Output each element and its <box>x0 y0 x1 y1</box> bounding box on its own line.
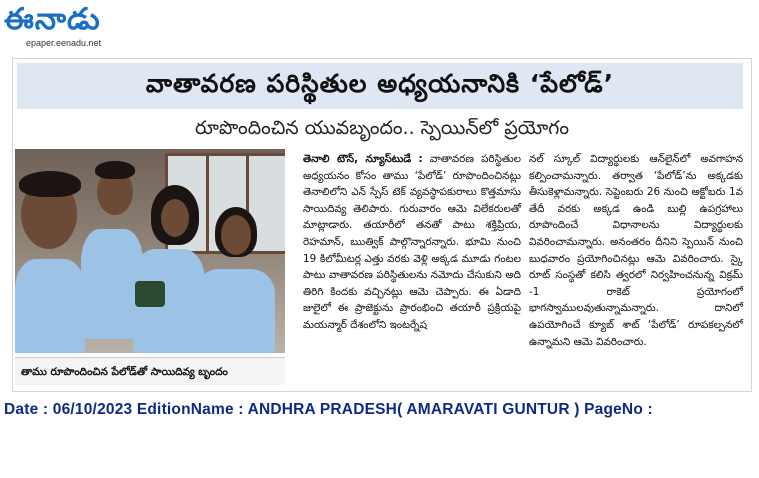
logo-url: epaper.eenadu.net <box>26 38 102 48</box>
team-photo <box>15 149 285 353</box>
logo-text: ఈనాడు <box>4 2 101 37</box>
edition-footer: Date : 06/10/2023 EditionName : ANDHRA PRADESH( AMARAVATI GUNTUR ) PageNo : <box>4 401 653 418</box>
person-hair <box>95 161 135 179</box>
headline: వాతావరణ పరిస్థితుల అధ్యయనానికి ‘పేలోడ్’ <box>145 69 615 98</box>
eenadu-logo[interactable] <box>4 2 134 50</box>
column-2-text: నల్ స్కూల్ విద్యార్థులకు ఆన్‌లైన్‌లో అవగాహన కల్పించామన్నారు. తర్వాత ‘పేలోడ్’ను అక్కడకు తీసుకెళ్లామన్నారు. సెప్టెంబరు 26 నుంచి అక్టోబరు 1వ తేదీ వరకు అక్కడ ఉండి బుల్లి ఉపగ్రహాలు రూపొందించే విధానాలను విద్యార్థులకు వివరించామన్నారు. అనంతరం దీనిని స్పెయిన్ నుంచి బుధవారం ప్రయోగించినట్లు ఆమె వివరించారు. స్కై రూట్ సంస్థతో కలిసి త్వరలో నిర్వహించనున్న విక్రమ్ -1 రాకెట్ ప్రయోగంలో భాగస్వాములవుతున్నామన్నారు. దానిలో ఉపయోగించే క్యూబ్ శాట్ ‘పేలోడ్’ రూపకల్పనలో ఉన్నామని ఆమె వివరించారు. <box>529 153 743 348</box>
person-shirt <box>15 259 85 353</box>
article-column-1 <box>303 151 521 334</box>
headline-band <box>17 63 743 109</box>
person-face <box>221 215 251 255</box>
article-column-2 <box>529 151 743 350</box>
column-1-text: వాతావరణ పరిస్థితుల అధ్యయనం కోసం తాము ‘పేలోడ్’ రూపొందించినట్లు తెనాలిలోని ఎన్ స్పేస్ టెక్ వ్యవస్థాపకురాలు కొత్తమాసు సాయిదివ్య తెలిపారు. గురువారం ఆమె విలేకరులతో మాట్లాడారు. తయారీలో తనతో పాటు శక్తిప్రియ, రెహమాన్, ఋత్విక్ పాల్గొన్నారన్నారు. భూమి నుంచి 19 కిలోమీటర్ల ఎత్తు వరకు వెళ్లి అక్కడ మూడు గంటల పాటు వాతావరణ పరిస్థితులను నమోదు చేసుకుని అది తిరిగి కిందకు వచ్చినట్లు ఆమె చెప్పారు. ఈ ఏడాది జులైలో ఈ ప్రాజెక్టును ప్రారంభించి తయారీ ప్రక్రియపై మయన్మార్ దేశంలోని ఇంటర్నేష <box>303 153 521 331</box>
subheadline: రూపొందించిన యువబృందం.. స్పెయిన్‌లో ప్రయోగం <box>194 117 570 139</box>
person-hair <box>19 171 81 197</box>
photo-caption: తాము రూపొందించిన పేలోడ్‌తో సాయిదివ్య బృందం <box>15 357 285 385</box>
dateline: తెనాలి టౌన్, న్యూస్‌టుడే : <box>303 153 423 165</box>
news-clipping <box>12 58 752 392</box>
person-face <box>161 199 189 237</box>
payload-device <box>135 281 165 307</box>
person-shirt <box>195 269 275 353</box>
